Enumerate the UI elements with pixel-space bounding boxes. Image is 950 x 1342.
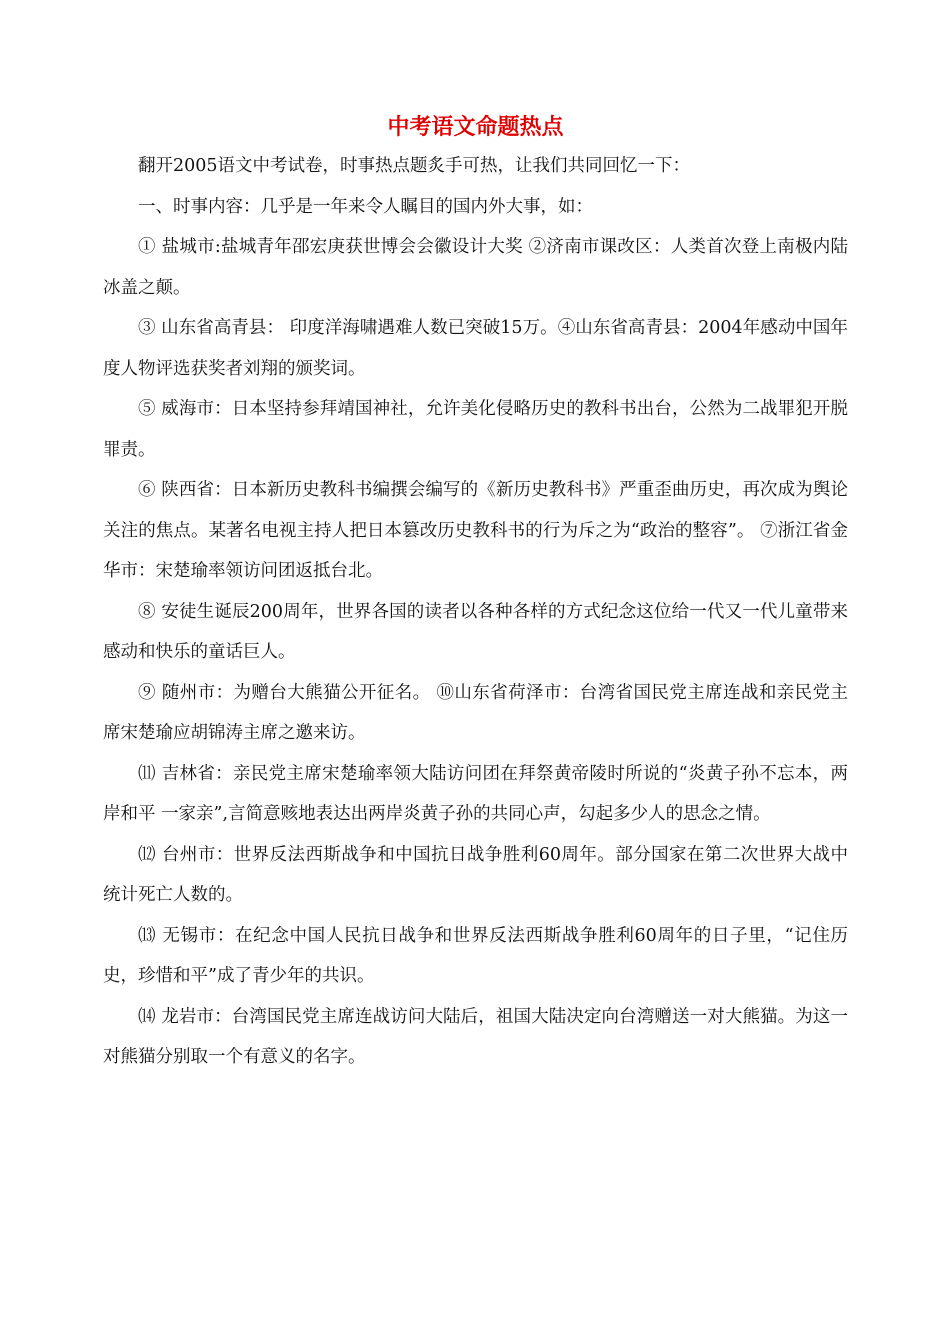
paragraph-item-8: ⑧ 安徒生诞辰200周年，世界各国的读者以各种各样的方式纪念这位给一代又一代儿童带来感动和快乐的童话巨人。 — [103, 601, 848, 662]
document-title: 中考语文命题热点 — [387, 114, 564, 140]
paragraph-item-13: ⒀ 无锡市：在纪念中国人民抗日战争和世界反法西斯战争胜利60周年的日子里，“记住历史，珍惜和平”成了青少年的共识。 — [103, 925, 848, 986]
paragraph-item-12: ⑿ 台州市：世界反法西斯战争和中国抗日战争胜利60周年。部分国家在第二次世界大战中统计死亡人数的。 — [103, 844, 848, 905]
paragraph-intro: 翻开2005语文中考试卷，时事热点题炙手可热，让我们共同回忆一下： — [138, 156, 691, 176]
paragraph-item-3-4: ③ 山东省高青县： 印度洋海啸遇难人数已突破15万。④山东省高青县：2004年感动中国年度人物评选获奖者刘翔的颁奖词。 — [103, 318, 848, 379]
paragraph-item-1-2: ① 盐城市:盐城青年邵宏庚获世博会会徽设计大奖 ②济南市课改区：人类首次登上南极内陆冰盖之颠。 — [103, 237, 848, 298]
paragraph-item-14: ⒁ 龙岩市：台湾国民党主席连战访问大陆后，祖国大陆决定向台湾赠送一对大熊猫。为这一对熊猫分别取一个有意义的名字。 — [103, 1006, 848, 1067]
document-page — [103, 112, 848, 1078]
paragraph-item-11: ⑾ 吉林省：亲民党主席宋楚瑜率领大陆访问团在拜祭黄帝陵时所说的“炎黄子孙不忘本，两岸和平 一家亲”,言简意赅地表达出两岸炎黄子孙的共同心声，勾起多少人的思念之情。 — [103, 763, 848, 824]
paragraph-item-6-7: ⑥ 陕西省：日本新历史教科书编撰会编写的《新历史教科书》严重歪曲历史，再次成为舆论关注的焦点。某著名电视主持人把日本篡改历史教科书的行为斥之为“政治的整容”。 ⑦浙江省金华市：宋楚瑜率领访问团返抵台北。 — [103, 480, 848, 581]
paragraph-item-9-10: ⑨ 随州市：为赠台大熊猫公开征名。 ⑩山东省荷泽市：台湾省国民党主席连战和亲民党主席宋楚瑜应胡锦涛主席之邀来访。 — [103, 682, 848, 743]
paragraph-section-one: 一、时事内容：几乎是一年来令人瞩目的国内外大事，如： — [138, 196, 593, 217]
paragraph-item-5: ⑤ 威海市：日本坚持参拜靖国神社，允许美化侵略历史的教科书出台，公然为二战罪犯开脱罪责。 — [103, 399, 848, 460]
